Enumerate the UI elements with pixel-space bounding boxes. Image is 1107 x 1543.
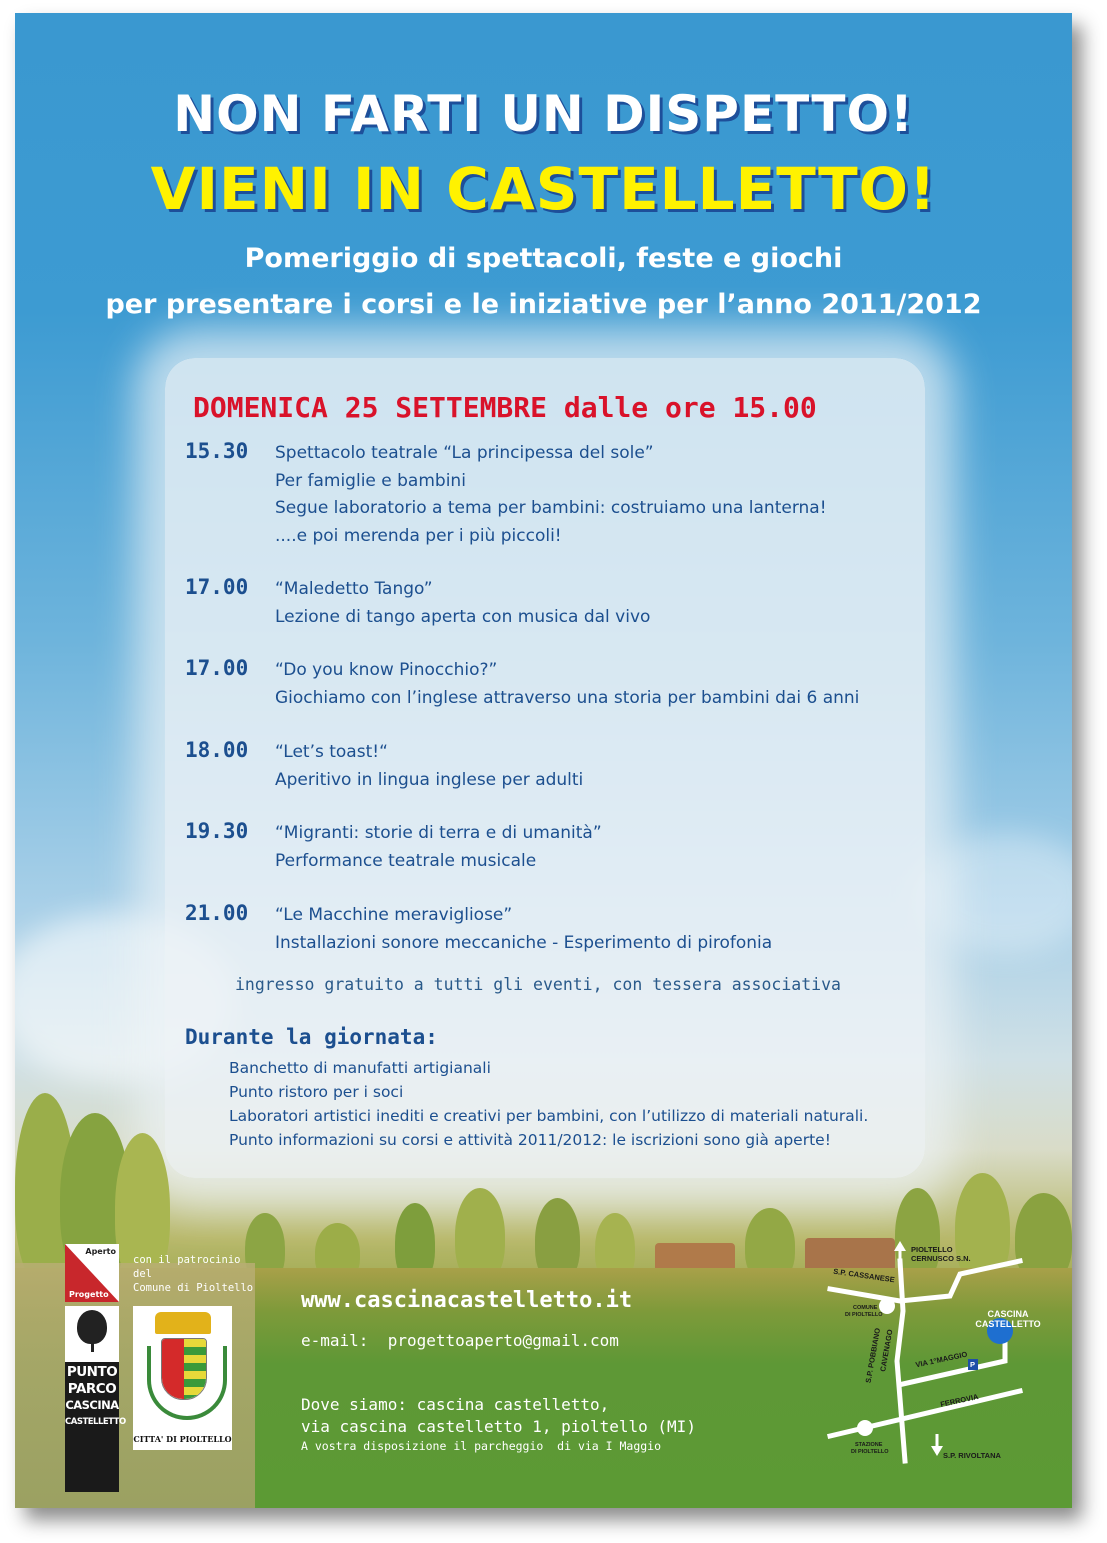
- schedule-time: 21.00: [185, 901, 249, 925]
- schedule-title: “Maledetto Tango”: [275, 579, 433, 599]
- progetto-aperto-logo: [65, 1244, 119, 1302]
- map-label: CASTELLETTO: [975, 1319, 1041, 1329]
- logo-text: CASCINA: [65, 1398, 119, 1412]
- map-label: CERNUSCO S.N.: [911, 1254, 971, 1263]
- schedule-detail: Segue laboratorio a tema per bambini: costruiamo una lanterna!: [275, 498, 827, 518]
- list-item: Banchetto di manufatti artigianali: [229, 1059, 491, 1077]
- map-label: CAVENAGO: [878, 1328, 895, 1373]
- subtitle-line-1: Pomeriggio di spettacoli, feste e giochi: [244, 243, 843, 274]
- patronage-note: [133, 1253, 253, 1295]
- schedule-detail: Lezione di tango aperta con musica dal vivo: [275, 606, 651, 627]
- crown-icon: [155, 1312, 211, 1334]
- schedule-time: 15.30: [185, 439, 249, 463]
- schedule-title: “Do you know Pinocchio?”: [275, 660, 498, 680]
- logo-text: Aperto: [85, 1247, 116, 1256]
- map-label: STAZIONE: [855, 1442, 883, 1448]
- schedule-detail: Aperitivo in lingua inglese per adulti: [275, 769, 584, 790]
- map-label: COMUNE: [853, 1305, 878, 1311]
- tree-trunk-icon: [91, 1342, 94, 1352]
- map-label: DI PIOLTELLO: [845, 1312, 883, 1318]
- patronage-line: del: [133, 1268, 152, 1280]
- event-date: DOMENICA 25 SETTEMBRE dalle ore 15.00: [193, 391, 817, 424]
- map-label: CASCINA: [987, 1309, 1029, 1319]
- schedule-time: 17.00: [185, 656, 249, 680]
- parking-icon: P: [970, 1360, 976, 1369]
- logo-text: PARCO: [67, 1380, 117, 1397]
- list-item: Laboratori artistici inediti e creativi per bambini, con l’utilizzo di materiali naturali.: [229, 1107, 869, 1125]
- map-label: DI PIOLTELLO: [851, 1449, 889, 1455]
- title-line-2: VIENI IN CASTELLETTO!: [150, 155, 937, 223]
- map-label: VIA 1°MAGGIO: [914, 1349, 969, 1370]
- event-poster: [15, 13, 1072, 1508]
- crest-caption: CITTA' DI PIOLTELLO: [133, 1434, 232, 1444]
- shield-icon: [161, 1338, 207, 1400]
- entry-note: ingresso gratuito a tutti gli eventi, con tessera associativa: [235, 975, 841, 994]
- address-line-2: via cascina castelletto 1, pioltello (MI): [301, 1417, 696, 1436]
- map-destination-label: [963, 1309, 1053, 1329]
- cloud-decoration: [915, 833, 1072, 953]
- schedule-title: “Let’s toast!“: [275, 742, 388, 762]
- schedule-time: 18.00: [185, 738, 249, 762]
- schedule-detail: ....e poi merenda per i più piccoli!: [275, 525, 562, 546]
- logo-text: Progetto: [69, 1290, 109, 1299]
- map-label: S.P. POBBIANO: [863, 1327, 883, 1384]
- schedule-detail: Performance teatrale musicale: [275, 850, 537, 871]
- email-link[interactable]: e-mail: progettoaperto@gmail.com: [301, 1331, 619, 1350]
- address-line-1: Dove siamo: cascina castelletto,: [301, 1395, 610, 1414]
- during-day-list: [229, 1056, 868, 1152]
- website-link[interactable]: www.cascinacastelletto.it: [301, 1288, 633, 1313]
- logo-text: CASTELLETTO: [65, 1416, 126, 1427]
- logo-text: PUNTO: [66, 1364, 118, 1380]
- schedule-detail: Giochiamo con l’inglese attraverso una storia per bambini dai 6 anni: [275, 687, 860, 708]
- tree-icon: [77, 1310, 107, 1344]
- logo-text-block: [65, 1362, 126, 1492]
- map-label: PIOLTELLO: [911, 1245, 953, 1254]
- location-map: [815, 1231, 1055, 1481]
- schedule-detail: Installazioni sonore meccaniche - Esperimento di pirofonia: [275, 932, 773, 953]
- patronage-line: con il patrocinio: [133, 1254, 241, 1266]
- during-day-heading: Durante la giornata:: [185, 1025, 438, 1049]
- patronage-line: Comune di Pioltello: [133, 1282, 254, 1294]
- map-label: FERROVIA: [939, 1392, 980, 1409]
- schedule-title: Spettacolo teatrale “La principessa del sole”: [275, 443, 654, 463]
- title-line-1: NON FARTI UN DISPETTO!: [173, 85, 914, 143]
- schedule-time: 17.00: [185, 575, 249, 599]
- schedule-title: “Le Macchine meravigliose”: [275, 905, 513, 925]
- citta-di-pioltello-crest: [133, 1306, 232, 1450]
- schedule-title: “Migranti: storie di terra e di umanità”: [275, 823, 602, 843]
- list-item: Punto ristoro per i soci: [229, 1083, 404, 1101]
- schedule-detail: Per famiglie e bambini: [275, 470, 466, 491]
- station-marker: [857, 1420, 873, 1436]
- parking-note: A vostra disposizione il parcheggio di via I Maggio: [301, 1439, 662, 1453]
- punto-parco-logo: [65, 1306, 126, 1492]
- schedule-time: 19.30: [185, 819, 249, 843]
- list-item: Punto informazioni su corsi e attività 2011/2012: le iscrizioni sono già aperte!: [229, 1131, 831, 1149]
- subtitle-line-2: per presentare i corsi e le iniziative per l’anno 2011/2012: [105, 289, 982, 320]
- map-label: S.P. CASSANESE: [832, 1266, 896, 1285]
- map-label: S.P. RIVOLTANA: [943, 1451, 1001, 1460]
